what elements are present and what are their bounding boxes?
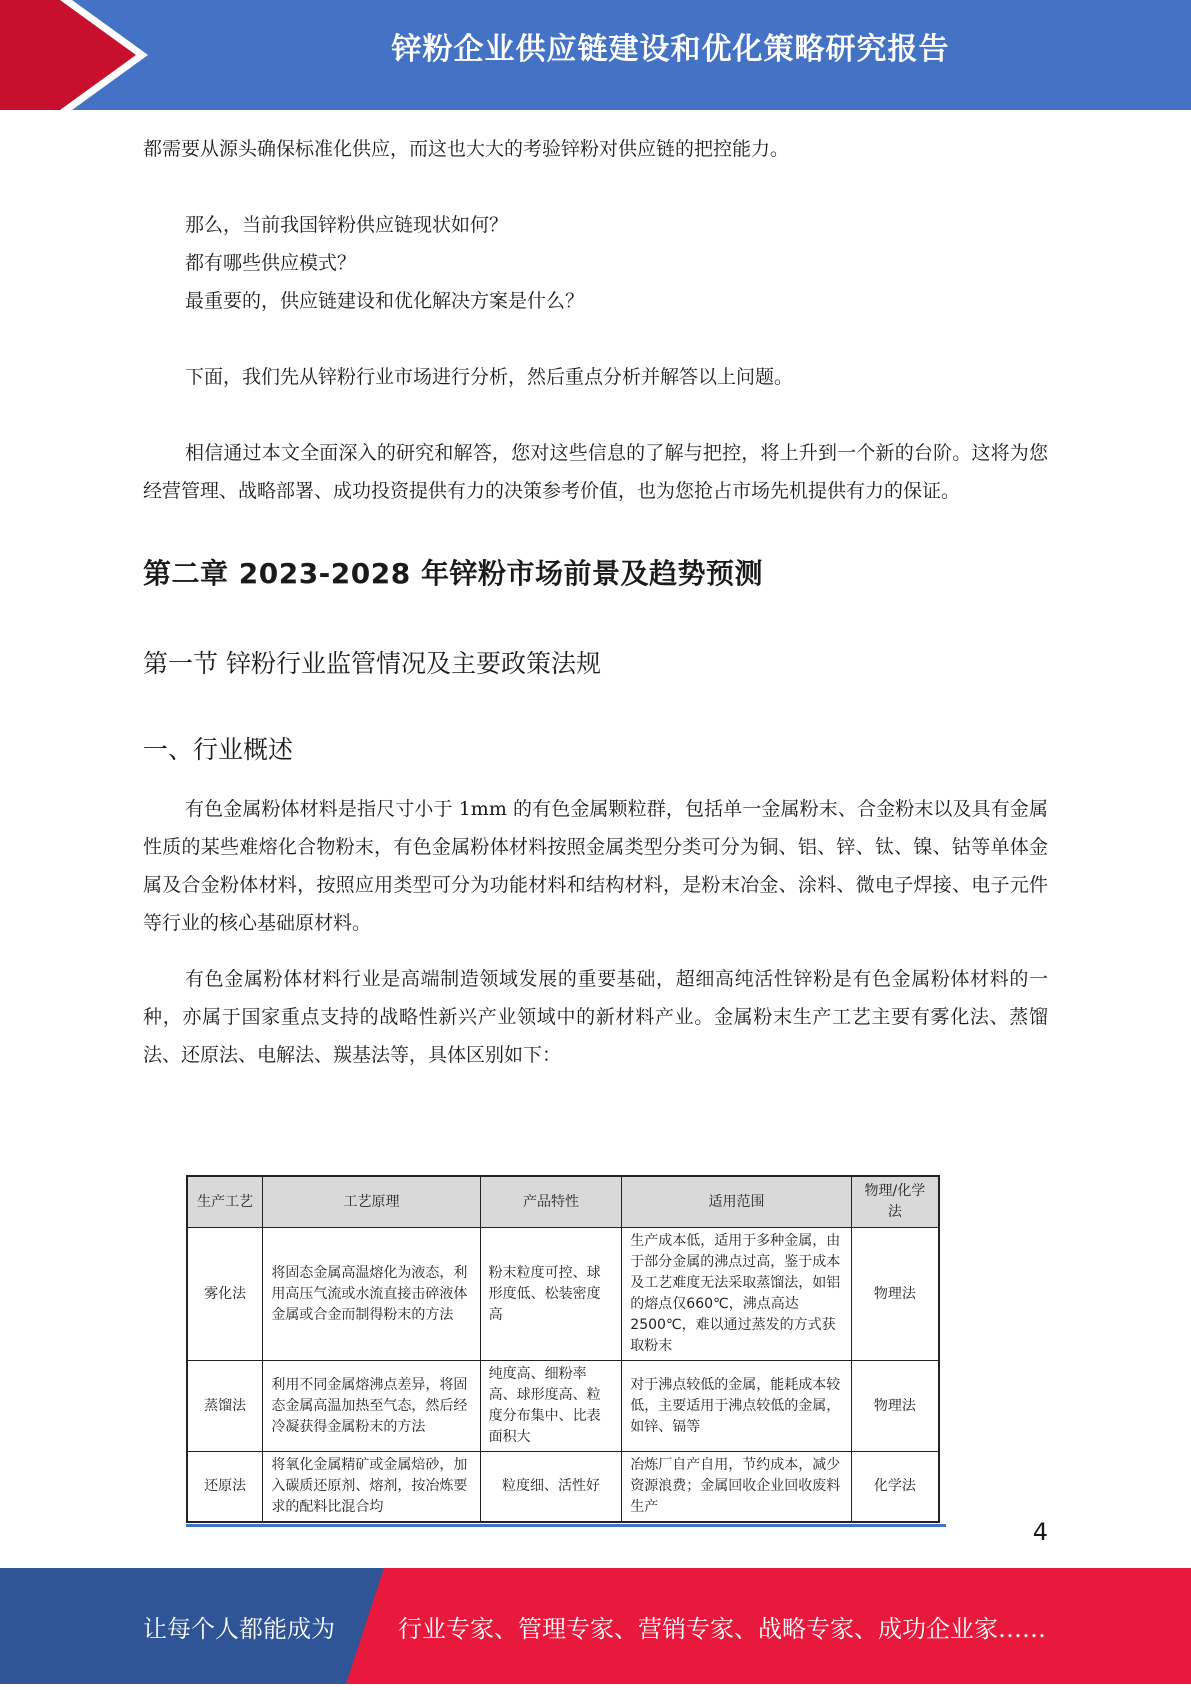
table-row <box>187 1361 939 1452</box>
table-cell: 纯度高、细粉率高、球形度高、粒度分布集中、比表面积大 <box>480 1361 622 1452</box>
column-header: 物理/化学法 <box>851 1176 939 1228</box>
page-number: 4 <box>1032 1518 1048 1546</box>
paragraph-value: 相信通过本文全面深入的研究和解答，您对这些信息的了解与把控，将上升到一个新的台阶。这将为您经营管理、战略部署、成功投资提供有力的决策参考价值，也为您抢占市场先机提供有力的保证。 <box>143 442 1048 502</box>
table-cell: 化学法 <box>851 1452 939 1523</box>
table-bottom-rule <box>186 1524 946 1527</box>
column-header: 生产工艺 <box>187 1176 263 1228</box>
table-cell: 物理法 <box>851 1361 939 1452</box>
table-cell: 将氧化金属精矿或金属焙砂，加入碳质还原剂、熔剂，按冶炼要求的配料比混合均 <box>263 1452 480 1523</box>
page-footer <box>0 1568 1191 1684</box>
report-title: 锌粉企业供应链建设和优化策略研究报告 <box>391 32 950 67</box>
subsection-heading: 一、行业概述 <box>143 735 294 764</box>
table-cell: 冶炼厂自产自用，节约成本，减少资源浪费；金属回收企业回收废料生产 <box>622 1452 851 1523</box>
table-cell: 生产成本低，适用于多种金属，由于部分金属的沸点过高，鉴于成本及工艺难度无法采取蒸馏法，如铝的熔点仅660℃，沸点高达 2500℃，难以通过蒸发的方式获取粉末 <box>622 1228 851 1361</box>
footer-slogan-left: 让每个人都能成为 <box>143 1615 335 1643</box>
process-comparison-table <box>186 1175 940 1523</box>
table-row <box>187 1228 939 1361</box>
paragraph-intro: 下面，我们先从锌粉行业市场进行分析，然后重点分析并解答以上问题。 <box>185 366 794 388</box>
question-2: 都有哪些供应模式？ <box>185 252 357 274</box>
paragraph-overview: 有色金属粉体材料是指尺寸小于 1mm 的有色金属颗粒群，包括单一金属粉末、合金粉末以及具有金属性质的某些难熔化合物粉末，有色金属粉体材料按照金属类型分类可分为铜、铝、锌、钛、镍、钴等单体金属及合金粉体材料，按照应用类型可分为功能材料和结构材料，是粉末冶金、涂料、微电子焊接、电子元件等行业的核心基础原材料。 <box>143 798 1048 934</box>
question-1: 那么，当前我国锌粉供应链现状如何？ <box>185 214 509 236</box>
table-cell: 物理法 <box>851 1228 939 1361</box>
table-cell: 蒸馏法 <box>187 1361 263 1452</box>
paragraph-continuation: 都需要从源头确保标准化供应，而这也大大的考验锌粉对供应链的把控能力。 <box>143 138 790 160</box>
chapter-heading: 第二章 2023-2028 年锌粉市场前景及趋势预测 <box>143 557 763 590</box>
section-heading: 第一节 锌粉行业监管情况及主要政策法规 <box>143 649 601 678</box>
header-chevron-decoration <box>0 0 150 110</box>
process-comparison-table-wrapper <box>186 1175 940 1527</box>
column-header: 工艺原理 <box>263 1176 480 1228</box>
page-header <box>0 0 1191 110</box>
column-header: 适用范围 <box>622 1176 851 1228</box>
question-3: 最重要的，供应链建设和优化解决方案是什么？ <box>185 290 585 312</box>
document-body <box>143 130 1048 1074</box>
table-cell: 粒度细、活性好 <box>480 1452 622 1523</box>
table-cell: 对于沸点较低的金属，能耗成本较低，主要适用于沸点较低的金属，如锌、镉等 <box>622 1361 851 1452</box>
footer-slogan-right: 行业专家、管理专家、营销专家、战略专家、成功企业家…… <box>398 1615 1046 1643</box>
paragraph-process: 有色金属粉体材料行业是高端制造领域发展的重要基础，超细高纯活性锌粉是有色金属粉体材料的一种，亦属于国家重点支持的战略性新兴产业领域中的新材料产业。金属粉末生产工艺主要有雾化法、蒸馏法、还原法、电解法、羰基法等，具体区别如下： <box>143 968 1048 1066</box>
column-header: 产品特性 <box>480 1176 622 1228</box>
table-cell: 将固态金属高温熔化为液态，利用高压气流或水流直接击碎液体金属或合金而制得粉末的方法 <box>263 1228 480 1361</box>
table-cell: 粉末粒度可控、球形度低、松装密度高 <box>480 1228 622 1361</box>
table-cell: 利用不同金属熔沸点差异，将固态金属高温加热至气态，然后经冷凝获得金属粉末的方法 <box>263 1361 480 1452</box>
table-cell: 还原法 <box>187 1452 263 1523</box>
table-cell: 雾化法 <box>187 1228 263 1361</box>
table-row <box>187 1452 939 1523</box>
table-header-row <box>187 1176 939 1228</box>
